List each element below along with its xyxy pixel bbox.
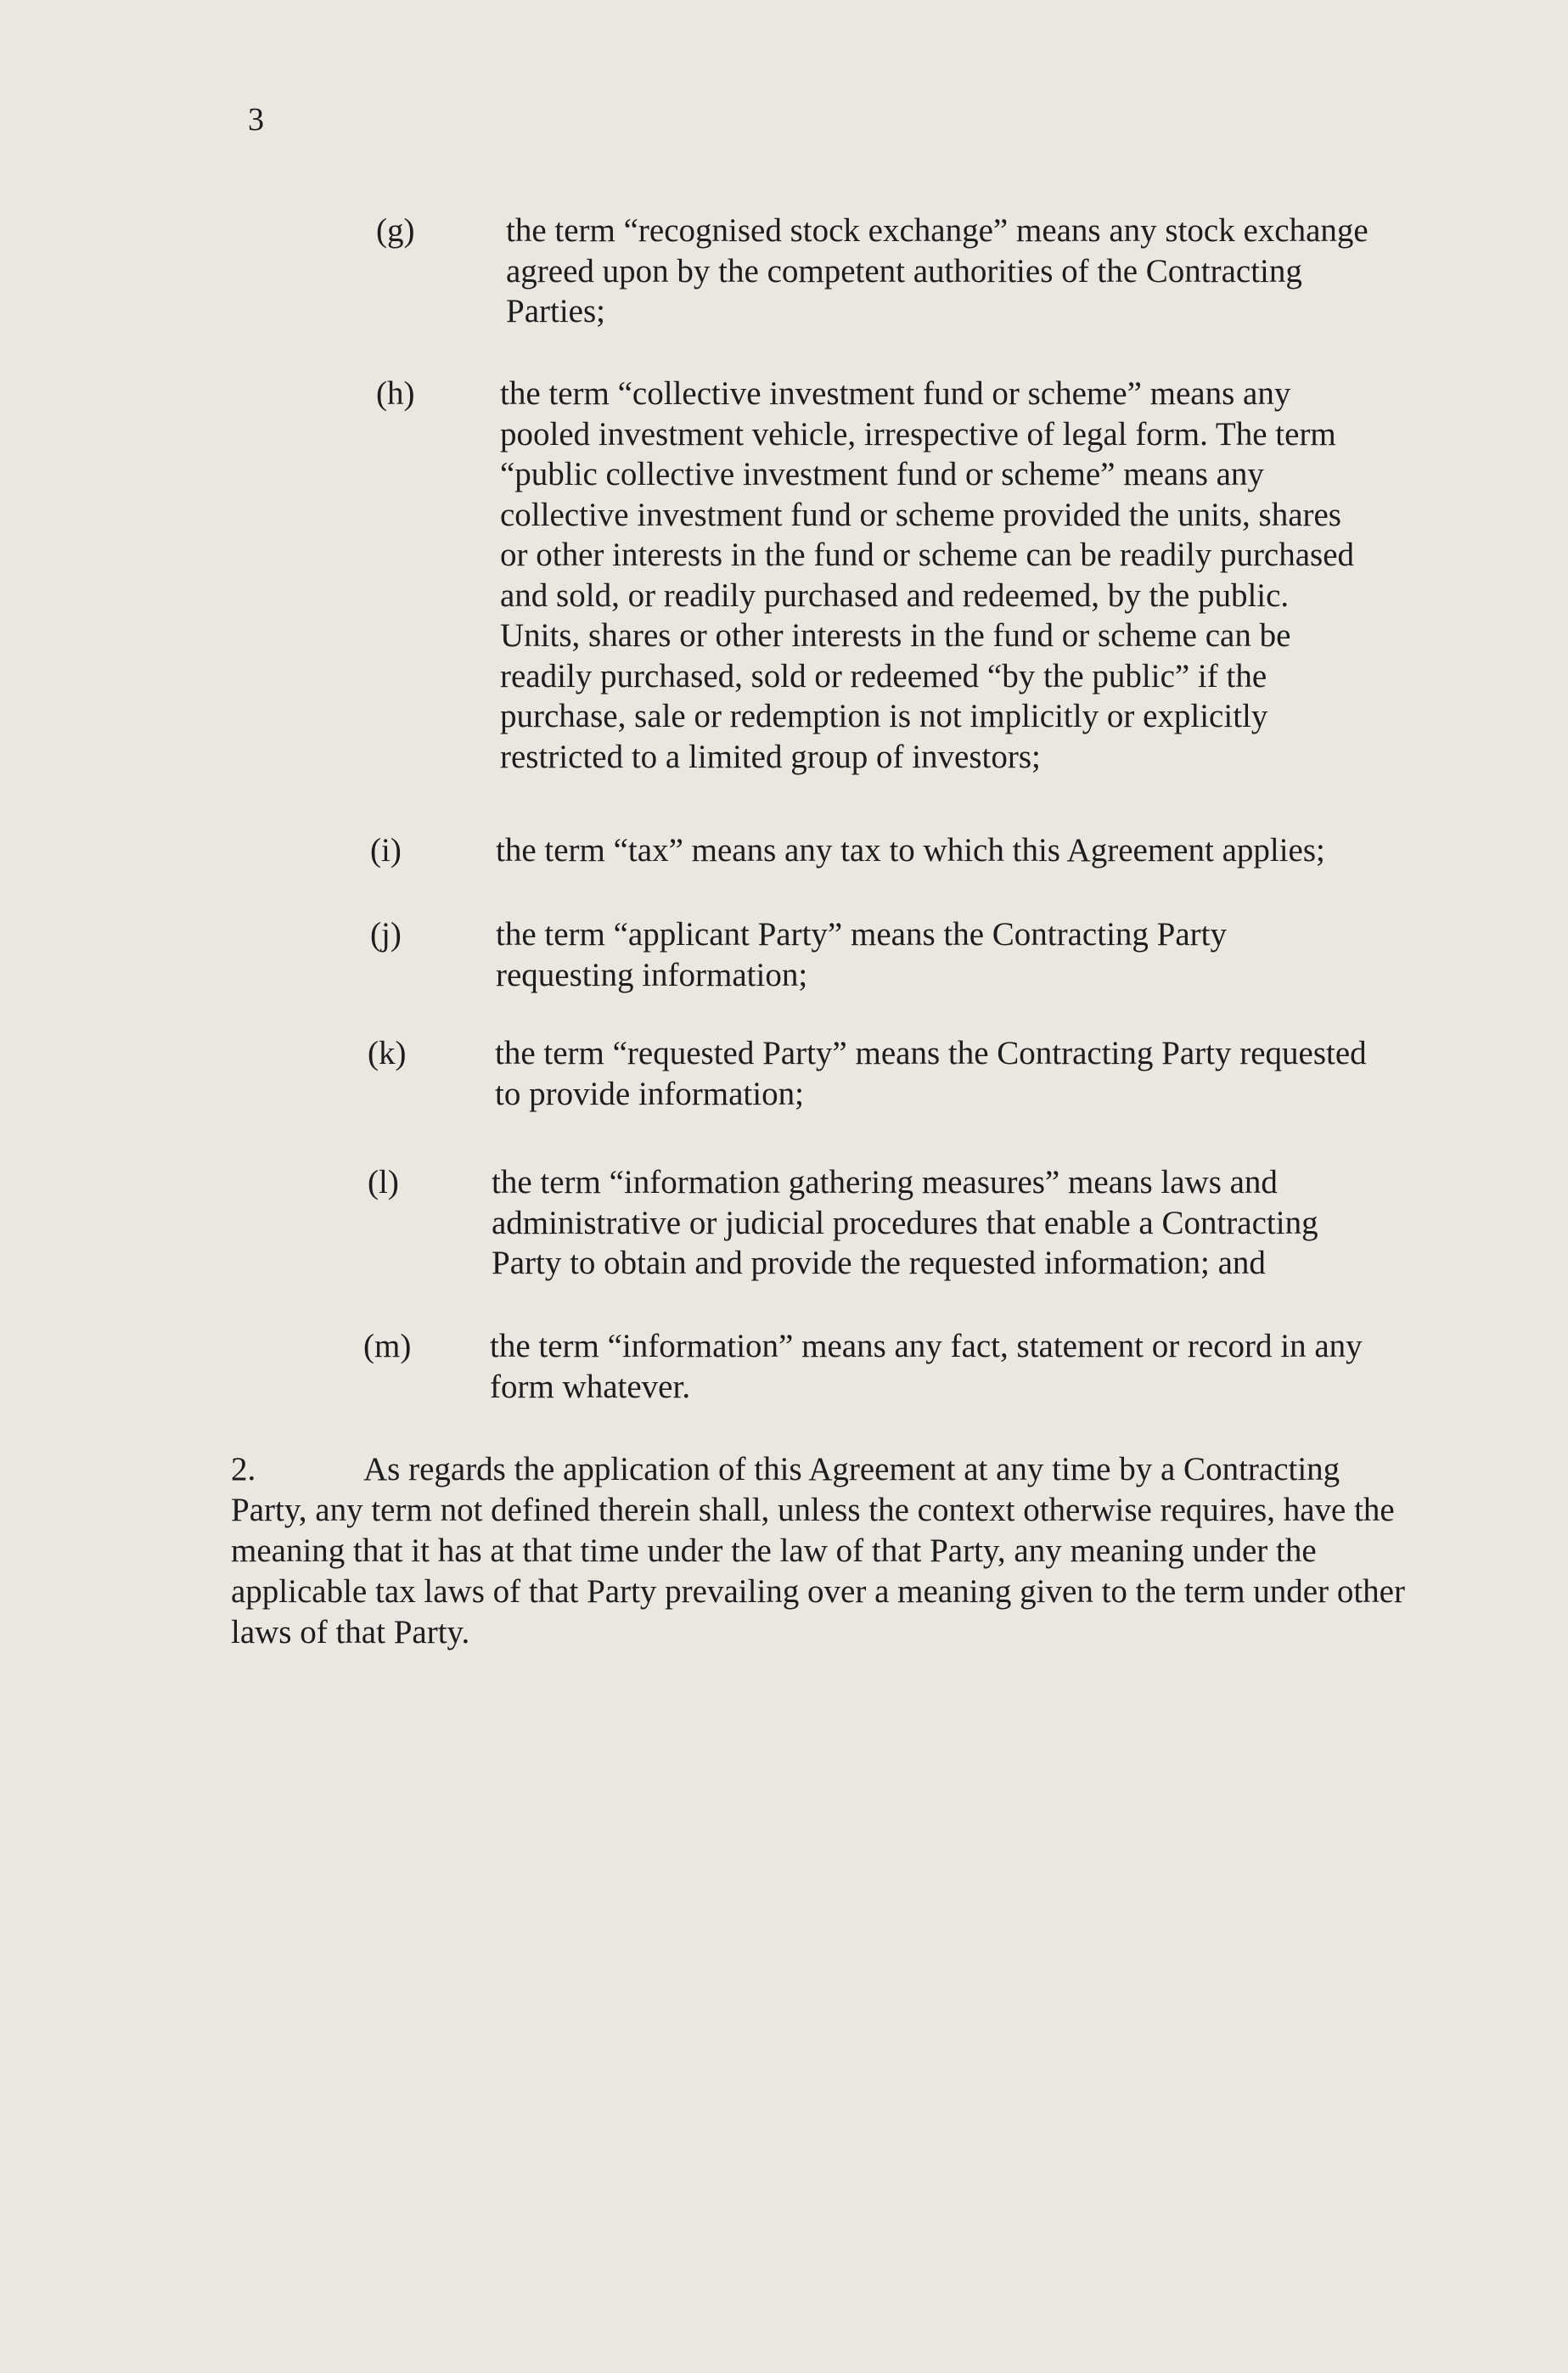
definition-text: the term “applicant Party” means the Contracting Party requesting information; (496, 916, 1227, 993)
definition-label: (h) (376, 375, 415, 412)
definition-text: the term “tax” means any tax to which this Agreement applies; (496, 832, 1325, 869)
definition-label: (l) (368, 1164, 399, 1201)
definition-label: (i) (370, 832, 402, 869)
definition-text: the term “information gathering measures” means laws and administrative or judicial procedures that enable a Contracting Party to obtain and provide the requested information; and (492, 1164, 1318, 1281)
paragraph-text: As regards the application of this Agreement at any time by a Contracting Party, any term not defined therein shall, unless the context otherwise requires, have the meaning that it has at that time under the law of that Party, any meaning under the applicable tax laws of that Party prevailing over a meaning given to the term under other laws of that Party. (231, 1451, 1405, 1650)
definition-label: (j) (370, 916, 402, 953)
definition-label: (g) (376, 212, 415, 249)
definition-text: the term “requested Party” means the Contracting Party requested to provide information; (495, 1035, 1367, 1112)
definition-label: (m) (363, 1328, 412, 1364)
paragraph-number: 2. (231, 1451, 256, 1487)
definition-text: the term “recognised stock exchange” means any stock exchange agreed upon by the competent authorities of the Contracting Parties; (506, 212, 1368, 329)
paragraph-2 (231, 1449, 1411, 1653)
page-number: 3 (248, 102, 264, 138)
definition-label: (k) (368, 1035, 407, 1071)
definition-text: the term “information” means any fact, statement or record in any form whatever. (490, 1328, 1363, 1405)
definition-text: the term “collective investment fund or scheme” means any pooled investment vehicle, irrespective of legal form. The term “public collective investment fund or scheme” means any collective investment fund or scheme provided the units, shares or other interests in the fund or scheme can be readily purchased and sold, or readily purchased and redeemed, by the public. Units, shares or other interests in the fund or scheme can be readily purchased, sold or redeemed “by the public” if the purchase, sale or redemption is not implicitly or explicitly restricted to a limited group of investors; (500, 375, 1355, 775)
